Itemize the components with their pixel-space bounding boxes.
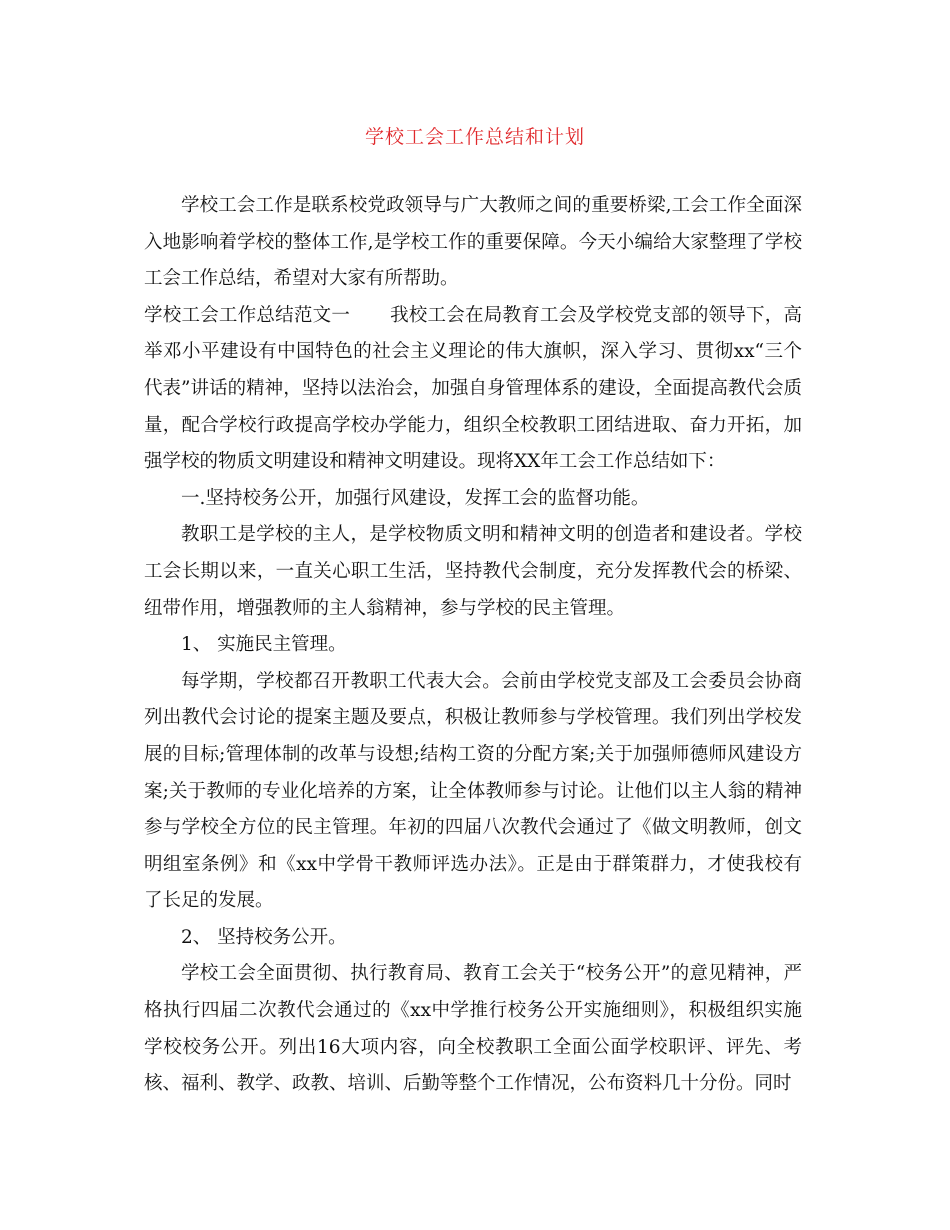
paragraph-congress: 每学期，学校都召开教职工代表大会。会前由学校党支部及工会委员会协商列出教代会讨论的提案主题及要点，积极让教师参与学校管理。我们列出学校发展的目标;管理体制的改革与设想;结构工资的分配方案;关于加强师德师风建设方案;关于教师的专业化培养的方案，让全体教师参与讨论。让他们以主人翁的精神参与学校全方位的民主管理。年初的四届八次教代会通过了《做文明教师，创文明组室条例》和《xx中学骨干教师评选办法》。正是由于群策群力，才使我校有了长足的发展。 [144,670,802,912]
document-body [144,188,802,1103]
paragraph-staff: 教职工是学校的主人，是学校物质文明和精神文明的创造者和建设者。学校工会长期以来，一直关心职工生活，坚持教代会制度，充分发挥教代会的桥梁、纽带作用，增强教师的主人翁精神，参与学校的民主管理。 [144,524,802,619]
subheading-one: 一.坚持校务公开，加强行风建设，发挥工会的监督功能。 [181,487,650,509]
intro-paragraph: 学校工会工作是联系校党政领导与广大教师之间的重要桥梁,工会工作全面深入地影响着学校的整体工作,是学校工作的重要保障。今天小编给大家整理了学校工会工作总结，希望对大家有所帮助。 [144,195,802,290]
section-heading: 学校工会工作总结范文一 [144,304,351,326]
subheading-democratic-management: 1、 实施民主管理。 [181,634,347,656]
subheading-school-affairs: 2、 坚持校务公开。 [181,926,347,948]
paragraph-school-affairs: 学校工会全面贯彻、执行教育局、教育工会关于“校务公开”的意见精神，严格执行四届二次教代会通过的《xx中学推行校务公开实施细则》，积极组织实施学校校务公开。列出16大项内容，向全校教职工全面公面学校职评、评先、考核、福利、教学、政教、培训、后勤等整个工作情况，公布资料几十分份。同时 [144,963,802,1095]
section-body-text: 我校工会在局教育工会及学校党支部的领导下，高举邓小平建设有中国特色的社会主义理论的伟大旗帜，深入学习、贯彻xx“三个代表”讲话的精神，坚持以法治会，加强自身管理体系的建设，全面提高教代会质量，配合学校行政提高学校办学能力，组织全校教职工团结进取、奋力开拓，加强学校的物质文明建设和精神文明建设。现将XX年工会工作总结如下： [144,304,802,473]
document-title: 学校工会工作总结和计划 [364,126,585,148]
section-paragraph [144,298,802,481]
